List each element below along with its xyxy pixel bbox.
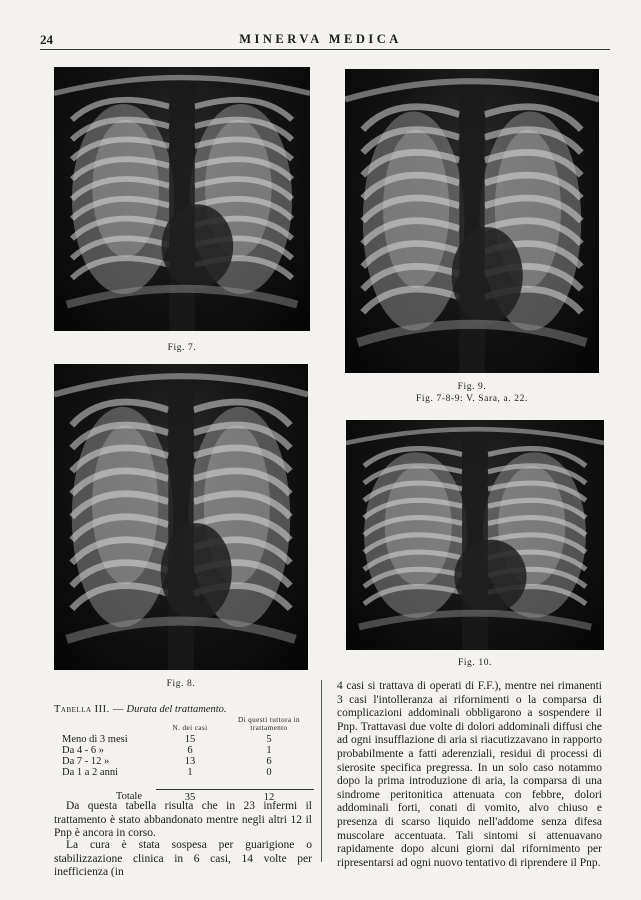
table-cell-cases: 6: [187, 745, 193, 756]
table-sum-rule: [60, 778, 314, 789]
xray-drawing: [54, 364, 308, 670]
table-cell-period: Da 4 - 6 »: [62, 745, 104, 756]
table-total-ongoing: 12: [263, 791, 275, 803]
table-cell-period: Da 7 - 12 »: [62, 756, 110, 767]
table-cell-ongoing: 6: [266, 756, 272, 767]
table-label: Tabella III. —: [54, 704, 124, 715]
table-cell-period: Da 1 a 2 anni: [62, 767, 118, 778]
table-title: [54, 704, 314, 715]
xray-drawing: [346, 420, 604, 650]
table-cell-ongoing: 0: [266, 767, 272, 778]
table-row: [60, 745, 314, 756]
fig10-caption: Fig. 10.: [457, 658, 493, 668]
table-cell-cases: 1: [187, 767, 193, 778]
column-divider: [321, 680, 322, 862]
table-cell-cases: 15: [184, 734, 196, 745]
xray-drawing: [345, 69, 599, 373]
header-rule: [40, 49, 610, 50]
table-total-label: Totale: [115, 791, 142, 803]
table-row: [60, 734, 314, 745]
fig9-caption: Fig. 9.: [457, 382, 487, 392]
fig7-xray-image: [54, 67, 310, 331]
left-paragraph-1: Da questa tabella risulta che in 23 infermi il trattamento è stato abbandonato mentre negli altri 12 il Pnp è ancora in corso.: [54, 800, 312, 840]
table-row: [60, 767, 314, 778]
page-number: 24: [40, 32, 53, 47]
left-paragraph-2: La cura è stata sospesa per guarigione o stabilizzazione clinica in 6 casi, 14 volte per inefficienza (in: [54, 839, 312, 879]
fig789-caption: Fig. 7-8-9: V. Sara, a. 22.: [416, 394, 528, 404]
table-header-ongoing: Di questi tuttora in trattamento: [237, 716, 301, 732]
fig9-xray-image: [345, 69, 599, 373]
right-paragraph: 4 casi si trattava di operati di F.F.), mentre nei rimanenti 3 casi l'intolleranza ai rifornimenti o la comparsa di complicazioni addominali obbligarono a sospendere il Pnp. Trattavasi due volte di dolori addominali diffusi che ad ogni insufflazione di aria si riacutizzavano in rapporto probabilmente a fatti aderenziali, residui di processi di sierosite specifica pregressa. In un solo caso notammo dopo la prima introduzione di aria, la comparsa di una sindrome peritonitica attenuata con febbre, dolori addominali forti, conati di vomito, alvo chiuso e presenza di scarso liquido nell'addome senza difesa muscolare accentuata. Tali sintomi si attenuavano rapidamente dopo alcuni giorni dal rifornimento per ripresentarsi ad ogni nuovo tentativo di riprendere il Pnp.: [337, 680, 602, 869]
table-row: [60, 756, 314, 767]
fig10-xray-image: [346, 420, 604, 650]
table-header-cases: N. dei casi: [172, 724, 208, 732]
table-cell-ongoing: 1: [266, 745, 272, 756]
fig8-caption: Fig. 8.: [166, 679, 196, 689]
fig8-xray-image: [54, 364, 308, 670]
fig7-caption: Fig. 7.: [167, 343, 197, 353]
table-header-row: [60, 716, 314, 734]
table-caption: Durata del trattamento.: [126, 704, 227, 715]
duration-table: [60, 716, 314, 803]
table-cell-period: Meno di 3 mesi: [62, 734, 128, 745]
table-cell-cases: 13: [184, 756, 196, 767]
table-header-period: [60, 716, 156, 734]
table-cell-ongoing: 5: [266, 734, 272, 745]
journal-title: MINERVA MEDICA: [239, 32, 402, 46]
table-total-cases: 35: [184, 791, 196, 803]
xray-drawing: [54, 67, 310, 331]
